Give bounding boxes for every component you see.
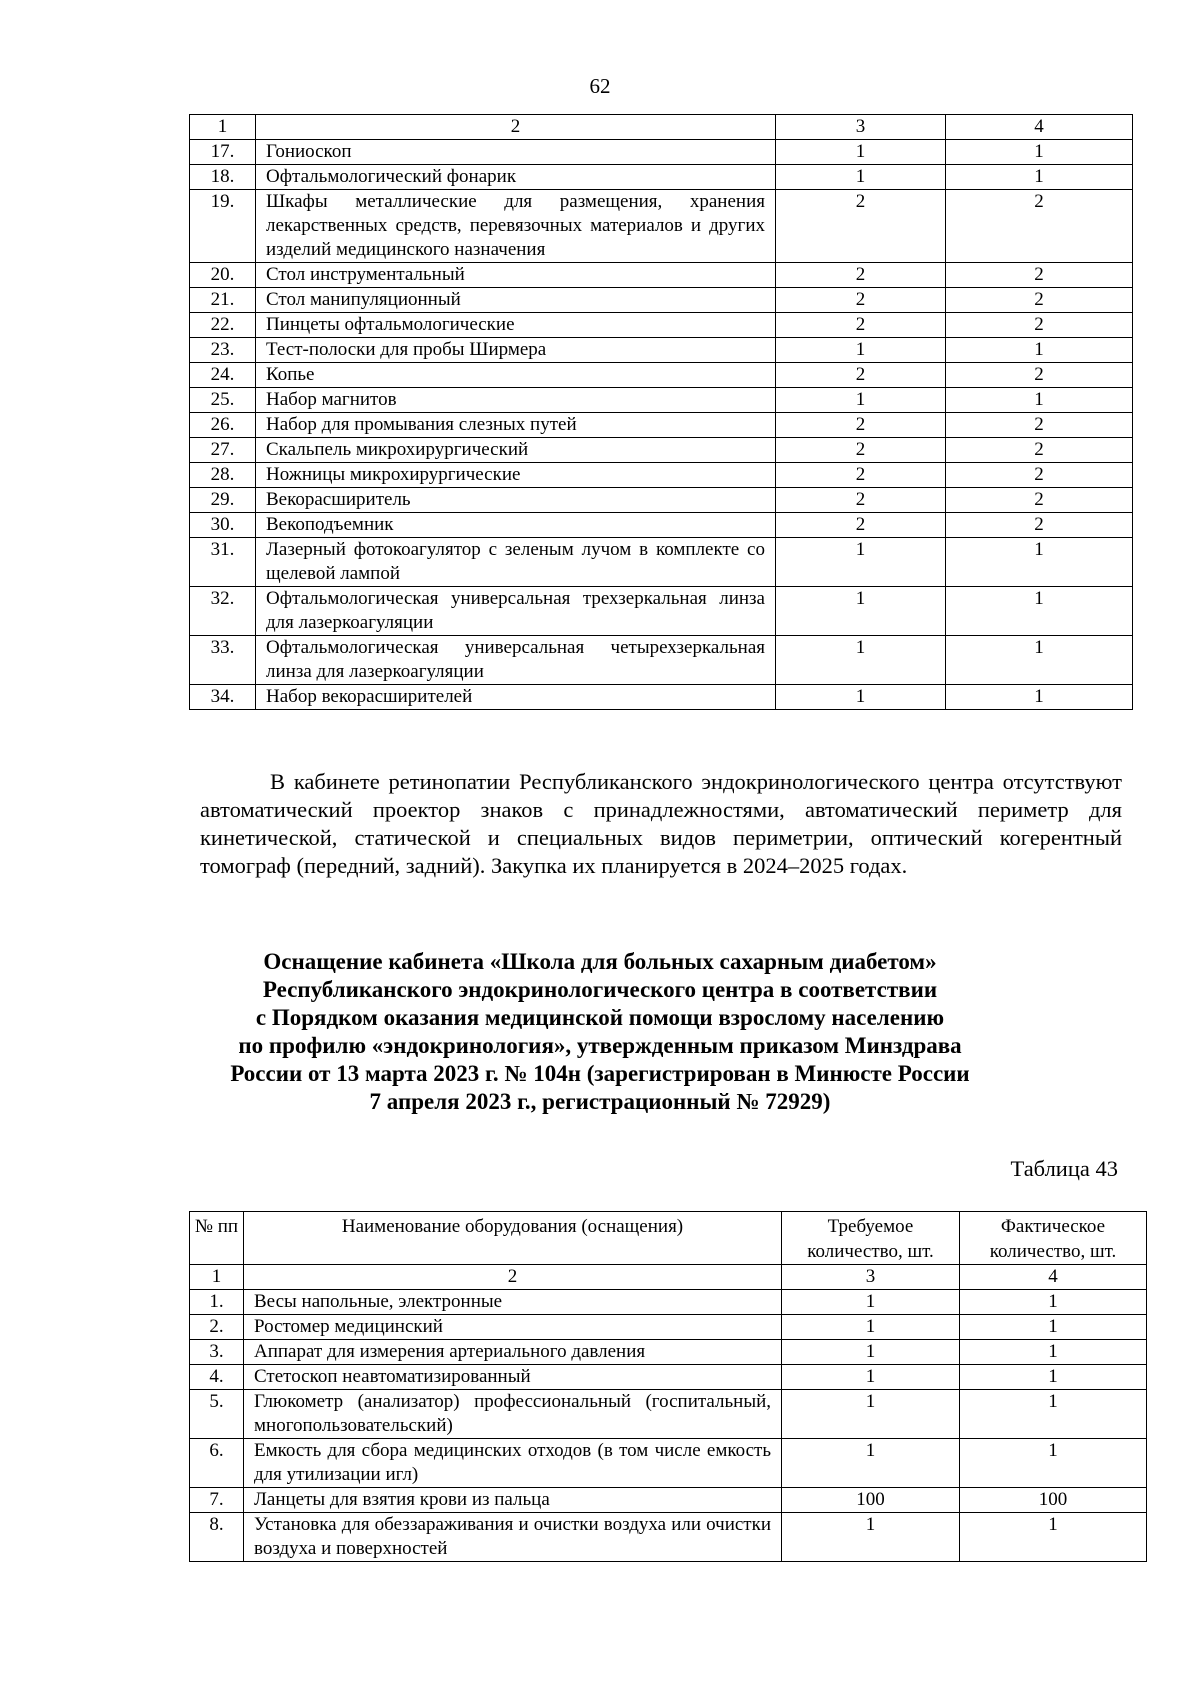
row-number: 34.: [190, 685, 256, 710]
required-count: 1: [776, 165, 946, 190]
header-num: № пп: [190, 1212, 244, 1265]
item-name: Скальпель микрохирургический: [256, 438, 776, 463]
table-row: [190, 1365, 1147, 1390]
table-row: [190, 140, 1133, 165]
required-count: 2: [776, 363, 946, 388]
column-index: 3: [782, 1265, 960, 1290]
required-count: 1: [776, 388, 946, 413]
item-name: Стол инструментальный: [256, 263, 776, 288]
actual-count: 2: [946, 438, 1133, 463]
table-row: [190, 190, 1133, 263]
item-name: Аппарат для измерения артериального давления: [244, 1340, 782, 1365]
actual-count: 1: [960, 1315, 1147, 1340]
item-name: Пинцеты офтальмологические: [256, 313, 776, 338]
row-number: 19.: [190, 190, 256, 263]
actual-count: 2: [946, 513, 1133, 538]
table-row: [190, 263, 1133, 288]
retinopathy-paragraph: [200, 768, 1122, 880]
required-count: 1: [782, 1513, 960, 1562]
required-count: 2: [776, 438, 946, 463]
row-number: 5.: [190, 1390, 244, 1439]
actual-count: 1: [946, 587, 1133, 636]
row-number: 24.: [190, 363, 256, 388]
row-number: 4.: [190, 1365, 244, 1390]
actual-count: 1: [946, 388, 1133, 413]
row-number: 23.: [190, 338, 256, 363]
required-count: 2: [776, 463, 946, 488]
item-name: Лазерный фотокоагулятор с зеленым лучом в комплекте со щелевой лампой: [256, 538, 776, 587]
actual-count: 1: [946, 636, 1133, 685]
column-index-row: [190, 115, 1133, 140]
required-count: 2: [776, 263, 946, 288]
column-index-row: [190, 1265, 1147, 1290]
row-number: 30.: [190, 513, 256, 538]
actual-count: 1: [946, 338, 1133, 363]
actual-count: 2: [946, 190, 1133, 263]
heading-line: Оснащение кабинета «Школа для больных сахарным диабетом»: [263, 949, 937, 974]
table-row: [190, 538, 1133, 587]
table-row: [190, 313, 1133, 338]
actual-count: 2: [946, 313, 1133, 338]
row-number: 29.: [190, 488, 256, 513]
required-count: 1: [776, 140, 946, 165]
row-number: 1.: [190, 1290, 244, 1315]
table-row: [190, 636, 1133, 685]
school-equipment-table: [189, 1211, 1147, 1562]
required-count: 100: [782, 1488, 960, 1513]
item-name: Установка для обеззараживания и очистки воздуха или очистки воздуха и поверхностей: [244, 1513, 782, 1562]
item-name: Набор для промывания слезных путей: [256, 413, 776, 438]
required-count: 1: [776, 685, 946, 710]
table-row: [190, 685, 1133, 710]
item-name: Векоподъемник: [256, 513, 776, 538]
row-number: 18.: [190, 165, 256, 190]
column-index: 2: [256, 115, 776, 140]
column-index: 1: [190, 115, 256, 140]
required-count: 2: [776, 190, 946, 263]
row-number: 8.: [190, 1513, 244, 1562]
actual-count: 1: [946, 165, 1133, 190]
item-name: Ростомер медицинский: [244, 1315, 782, 1340]
required-count: 1: [776, 538, 946, 587]
actual-count: 1: [946, 538, 1133, 587]
actual-count: 2: [946, 363, 1133, 388]
item-name: Гониоскоп: [256, 140, 776, 165]
item-name: Тест-полоски для пробы Ширмера: [256, 338, 776, 363]
row-number: 32.: [190, 587, 256, 636]
actual-count: 1: [946, 685, 1133, 710]
column-index: 4: [960, 1265, 1147, 1290]
required-count: 1: [782, 1390, 960, 1439]
actual-count: 1: [960, 1513, 1147, 1562]
required-count: 2: [776, 513, 946, 538]
column-index: 1: [190, 1265, 244, 1290]
page-number: 62: [589, 74, 611, 98]
row-number: 31.: [190, 538, 256, 587]
required-count: 1: [776, 338, 946, 363]
column-index: 3: [776, 115, 946, 140]
actual-count: 100: [960, 1488, 1147, 1513]
row-number: 21.: [190, 288, 256, 313]
row-number: 2.: [190, 1315, 244, 1340]
row-number: 25.: [190, 388, 256, 413]
required-count: 1: [782, 1340, 960, 1365]
item-name: Офтальмологическая универсальная трехзеркальная линза для лазеркоагуляции: [256, 587, 776, 636]
item-name: Офтальмологическая универсальная четырехзеркальная линза для лазеркоагуляции: [256, 636, 776, 685]
item-name: Офтальмологический фонарик: [256, 165, 776, 190]
actual-count: 1: [960, 1340, 1147, 1365]
actual-count: 1: [960, 1290, 1147, 1315]
table-row: [190, 438, 1133, 463]
item-name: Шкафы металлические для размещения, хранения лекарственных средств, перевязочных материалов и других изделий медицинского назначения: [256, 190, 776, 263]
item-name: Ланцеты для взятия крови из пальца: [244, 1488, 782, 1513]
row-number: 20.: [190, 263, 256, 288]
column-index: 4: [946, 115, 1133, 140]
table-row: [190, 288, 1133, 313]
row-number: 17.: [190, 140, 256, 165]
column-index: 2: [244, 1265, 782, 1290]
item-name: Набор векорасширителей: [256, 685, 776, 710]
item-name: Ножницы микрохирургические: [256, 463, 776, 488]
item-name: Копье: [256, 363, 776, 388]
table-row: [190, 1390, 1147, 1439]
required-count: 1: [776, 587, 946, 636]
equipment-table-continued: [189, 114, 1133, 710]
table-row: [190, 363, 1133, 388]
actual-count: 1: [960, 1365, 1147, 1390]
actual-count: 2: [946, 488, 1133, 513]
actual-count: 2: [946, 413, 1133, 438]
item-name: Глюкометр (анализатор) профессиональный (госпитальный, многопользовательский): [244, 1390, 782, 1439]
actual-count: 1: [960, 1439, 1147, 1488]
actual-count: 1: [960, 1390, 1147, 1439]
header-name: Наименование оборудования (оснащения): [244, 1212, 782, 1265]
actual-count: 1: [946, 140, 1133, 165]
table-row: [190, 388, 1133, 413]
actual-count: 2: [946, 263, 1133, 288]
required-count: 1: [782, 1439, 960, 1488]
required-count: 1: [782, 1290, 960, 1315]
actual-count: 2: [946, 288, 1133, 313]
row-number: 3.: [190, 1340, 244, 1365]
item-name: Стетоскоп неавтоматизированный: [244, 1365, 782, 1390]
row-number: 33.: [190, 636, 256, 685]
table-row: [190, 165, 1133, 190]
table-row: [190, 463, 1133, 488]
row-number: 6.: [190, 1439, 244, 1488]
required-count: 2: [776, 413, 946, 438]
heading-line: с Порядком оказания медицинской помощи взрослому населению: [255, 1005, 945, 1030]
table-row: [190, 1488, 1147, 1513]
table-row: [190, 587, 1133, 636]
item-name: Стол манипуляционный: [256, 288, 776, 313]
table-header-row: [190, 1212, 1147, 1265]
table-row: [190, 1315, 1147, 1340]
required-count: 2: [776, 288, 946, 313]
header-required: Требуемое количество, шт.: [782, 1212, 960, 1265]
heading-line: России от 13 марта 2023 г. № 104н (зарегистрирован в Минюсте России: [230, 1061, 970, 1086]
table-row: [190, 488, 1133, 513]
section-heading: [150, 948, 1050, 1116]
table-row: [190, 338, 1133, 363]
required-count: 1: [782, 1315, 960, 1340]
item-name: Векорасширитель: [256, 488, 776, 513]
table-label: Таблица 43: [1010, 1156, 1118, 1181]
item-name: Набор магнитов: [256, 388, 776, 413]
table-row: [190, 513, 1133, 538]
row-number: 26.: [190, 413, 256, 438]
header-actual: Фактическое количество, шт.: [960, 1212, 1147, 1265]
heading-line: по профилю «эндокринология», утвержденным приказом Минздрава: [238, 1033, 962, 1058]
required-count: 2: [776, 488, 946, 513]
school-equipment-table-body: [190, 1212, 1147, 1562]
required-count: 1: [782, 1365, 960, 1390]
paragraph-text: В кабинете ретинопатии Республиканского эндокринологического центра отсутствуют автоматический проектор знаков с принадлежностями, автоматический периметр для кинетической, статической и специальных видов периметрии, оптический когерентный томограф (передний, задний). Закупка их планируется в 2024–2025 годах.: [200, 769, 1122, 878]
table-row: [190, 1513, 1147, 1562]
actual-count: 2: [946, 463, 1133, 488]
heading-line: 7 апреля 2023 г., регистрационный № 72929): [369, 1089, 831, 1114]
row-number: 7.: [190, 1488, 244, 1513]
table-row: [190, 1290, 1147, 1315]
row-number: 22.: [190, 313, 256, 338]
row-number: 27.: [190, 438, 256, 463]
required-count: 2: [776, 313, 946, 338]
equipment-table-continued-body: [190, 115, 1133, 710]
table-row: [190, 1439, 1147, 1488]
table-row: [190, 413, 1133, 438]
row-number: 28.: [190, 463, 256, 488]
heading-line: Республиканского эндокринологического центра в соответствии: [262, 977, 938, 1002]
item-name: Весы напольные, электронные: [244, 1290, 782, 1315]
item-name: Емкость для сбора медицинских отходов (в том числе емкость для утилизации игл): [244, 1439, 782, 1488]
required-count: 1: [776, 636, 946, 685]
table-row: [190, 1340, 1147, 1365]
